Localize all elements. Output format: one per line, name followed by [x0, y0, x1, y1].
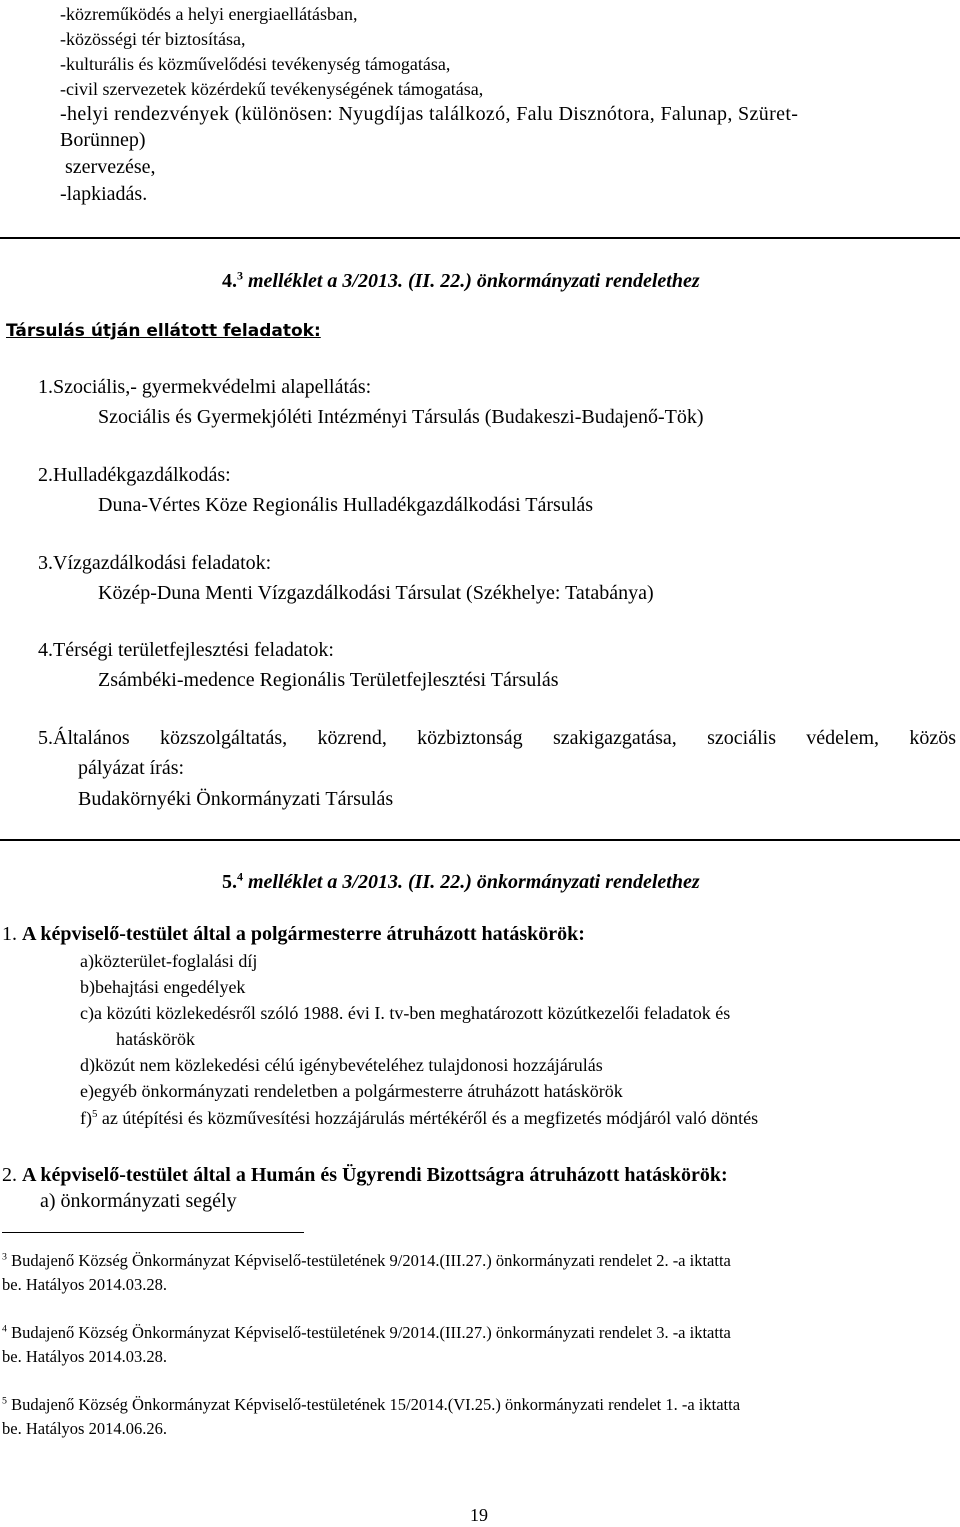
footnote-4-mark: 4 — [2, 1323, 7, 1335]
divider-1 — [0, 237, 960, 239]
annex3-heading — [222, 268, 700, 294]
footnote-4-line1: Budajenő Község Önkormányzat Képviselő-testületének 9/2014.(III.27.) önkormányzati rendelet 3. -a iktatta — [6, 1323, 731, 1342]
intro-line-7: szervezése, — [60, 156, 156, 178]
section-title: Társulás útján ellátott feladatok: — [6, 321, 321, 341]
item-2-body: Duna-Vértes Köze Regionális Hulladékgazdálkodási Társulás — [98, 494, 594, 516]
intro-line-6: Borünnep) — [60, 129, 146, 151]
footnote-3 — [2, 1250, 731, 1272]
footnote-4 — [2, 1322, 731, 1344]
item-4-body: Zsámbéki-medence Regionális Területfejlesztési Társulás — [98, 669, 559, 691]
item-5-line2: pályázat írás: — [78, 757, 185, 779]
intro-line-8: -lapkiadás. — [60, 183, 148, 205]
intro-line-4: -civil szervezetek közérdekű tevékenységének támogatása, — [60, 79, 484, 99]
footnote-3-mark: 3 — [2, 1251, 7, 1263]
item-3-body: Közép-Duna Menti Vízgazdálkodási Társulat (Székhelye: Tatabánya) — [98, 582, 654, 604]
intro-line-1: -közreműködés a helyi energiaellátásban, — [60, 4, 358, 24]
item-5-word: védelem, — [806, 727, 880, 749]
item-5-head — [38, 725, 956, 751]
item-5-word: közszolgáltatás, — [159, 727, 288, 749]
annex4-title: melléklet a 3/2013. (II. 22.) önkormányzati rendelethez — [243, 871, 700, 893]
part1-item-c: c)a közúti közlekedésről szóló 1988. évi I. tv-ben meghatározott közútkezelői feladatok és — [80, 1003, 731, 1023]
part1-item-c-cont: hatáskörök — [116, 1029, 195, 1049]
divider-2 — [0, 839, 960, 841]
intro-line-2: -közösségi tér biztosítása, — [60, 29, 246, 49]
footnote-5-line2: be. Hatályos 2014.06.26. — [2, 1419, 167, 1438]
part1-item-f-footnote-ref: 5 — [92, 1108, 98, 1120]
part1-item-f-text: az útépítési és közművesítési hozzájárulás mértékéről és a megfizetés módjáról való döntés — [97, 1108, 759, 1128]
item-1-head: 1.Szociális,- gyermekvédelmi alapellátás: — [38, 376, 372, 398]
footnote-3-line1: Budajenő Község Önkormányzat Képviselő-testületének 9/2014.(III.27.) önkormányzati rendelet 2. -a iktatta — [6, 1251, 731, 1270]
item-3-head: 3.Vízgazdálkodási feladatok: — [38, 552, 272, 574]
item-5-word: közös — [909, 727, 956, 749]
footnote-5-mark: 5 — [2, 1395, 7, 1407]
part1-item-e: e)egyéb önkormányzati rendeletben a polgármesterre átruházott hatáskörök — [80, 1081, 623, 1101]
footnote-5-line1: Budajenő Község Önkormányzat Képviselő-testületének 15/2014.(VI.25.) önkormányzati rendelet 1. -a iktatta — [6, 1395, 741, 1414]
item-5-word: szakigazgatása, — [552, 727, 677, 749]
footnote-3-line2: be. Hatályos 2014.03.28. — [2, 1275, 167, 1294]
part2-item-a: a) önkormányzati segély — [40, 1190, 237, 1212]
part2-heading — [2, 1162, 728, 1188]
annex3-title: melléklet a 3/2013. (II. 22.) önkormányzati rendelethez — [243, 270, 700, 292]
annex4-heading — [222, 869, 700, 895]
footnote-separator — [2, 1232, 304, 1233]
item-4-head: 4.Térségi területfejlesztési feladatok: — [38, 639, 334, 661]
part1-heading — [2, 921, 585, 947]
part1-item-f — [80, 1106, 758, 1130]
item-5-body: Budakörnyéki Önkormányzati Társulás — [78, 788, 394, 810]
page-number: 19 — [470, 1505, 488, 1525]
item-2-head: 2.Hulladékgazdálkodás: — [38, 464, 231, 486]
part2-title: A képviselő-testület által a Humán és Ügyrendi Bizottságra átruházott hatáskörök: — [22, 1164, 728, 1186]
footnote-5 — [2, 1394, 740, 1416]
annex3-footnote-ref: 3 — [237, 268, 243, 283]
part1-item-b: b)behajtási engedélyek — [80, 977, 246, 997]
item-5-word: közbiztonság — [417, 727, 523, 749]
part1-item-d: d)közút nem közlekedési célú igénybevételéhez tulajdonosi hozzájárulás — [80, 1055, 603, 1075]
annex3-number: 4. — [222, 270, 237, 292]
annex4-number: 5. — [222, 871, 237, 893]
item-5-word: 5.Általános — [38, 727, 130, 749]
part1-number: 1. — [2, 923, 22, 945]
part1-title: A képviselő-testület által a polgármesterre átruházott hatáskörök: — [22, 923, 585, 945]
annex4-footnote-ref: 4 — [237, 869, 243, 884]
intro-line-5: -helyi rendezvények (különösen: Nyugdíjas találkozó, Falu Disznótora, Falunap, Szüret- — [60, 103, 799, 125]
part1-item-f-prefix: f) — [80, 1108, 92, 1128]
intro-line-3: -kulturális és közművelődési tevékenység támogatása, — [60, 54, 451, 74]
item-5-word: szociális — [707, 727, 776, 749]
item-5-word: közrend, — [317, 727, 387, 749]
footnote-4-line2: be. Hatályos 2014.03.28. — [2, 1347, 167, 1366]
part1-item-a: a)közterület-foglalási díj — [80, 951, 258, 971]
part2-number: 2. — [2, 1164, 22, 1186]
item-1-body: Szociális és Gyermekjóléti Intézményi Társulás (Budakeszi-Budajenő-Tök) — [98, 406, 704, 428]
